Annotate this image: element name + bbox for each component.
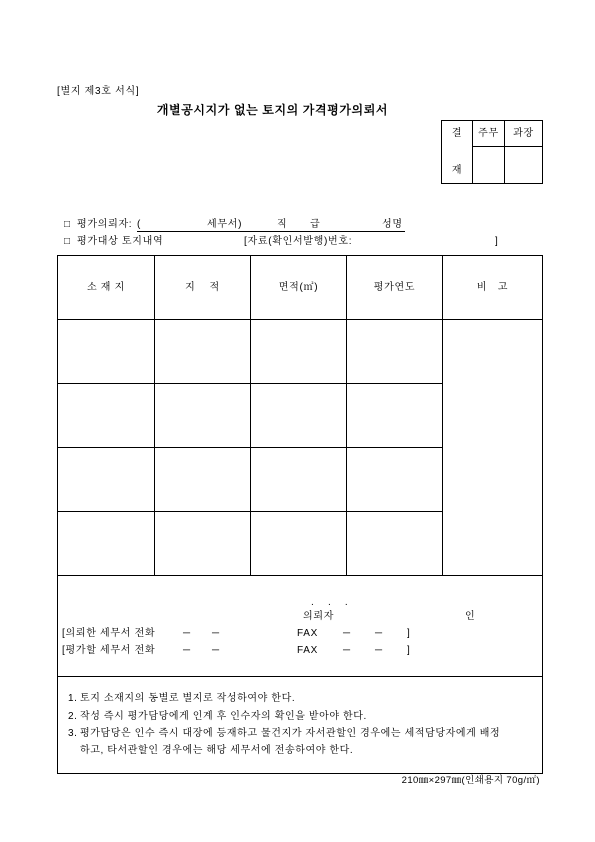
approval-label-cell: [442, 121, 473, 184]
table-header-row: [58, 256, 543, 320]
cell-area: [251, 512, 347, 576]
notes-area: [58, 677, 542, 773]
phone-separator: ─: [212, 645, 220, 656]
cell-location: [58, 512, 155, 576]
approval-header-row: [442, 121, 543, 147]
cell-cadastral: [155, 512, 251, 576]
document-title: 개별공시지가 없는 토지의 가격평가의뢰서: [156, 103, 389, 117]
note-number: 3.: [68, 728, 78, 739]
requester-office-suffix: 세무서): [207, 219, 243, 230]
fax-label: FAX: [297, 645, 318, 656]
target-land-label: 평가대상 토지내역: [77, 236, 164, 247]
note-number: 2.: [68, 711, 78, 722]
header-area: 면적(㎡): [251, 256, 347, 320]
requester-rank-label-2: 급: [310, 219, 321, 230]
note-item: [58, 692, 538, 706]
request-signature-cell: [58, 576, 543, 677]
note-item-continuation: [58, 744, 538, 758]
phone-separator: ─: [183, 645, 191, 656]
phone-separator: ─: [183, 628, 191, 639]
cell-valuation-year: [347, 512, 443, 576]
cell-location: [58, 448, 155, 512]
note-text: 작성 즉시 평가담당에게 인계 후 인수자의 확인을 받아야 한다.: [80, 711, 367, 722]
cell-area: [251, 320, 347, 384]
requester-signature-label: 의뢰자: [303, 611, 335, 622]
cell-area: [251, 384, 347, 448]
requester-office-open: (: [137, 219, 142, 230]
fax-separator: ─: [375, 628, 383, 639]
fax-separator: ─: [343, 628, 351, 639]
requester-checkbox-icon: □: [64, 219, 71, 230]
requester-rank-label-1: 직: [277, 219, 288, 230]
fax-separator: ─: [343, 645, 351, 656]
fax-separator: ─: [375, 645, 383, 656]
approval-sign-manager: [505, 147, 543, 184]
cell-remarks: [443, 320, 543, 576]
approval-label: [442, 121, 472, 183]
requesting-office-contact: [58, 627, 538, 641]
contact-label: [평가할 세무서 전화: [62, 645, 156, 656]
approval-header-staff: 주무: [473, 121, 505, 147]
notes-cell: [58, 677, 543, 774]
cell-valuation-year: [347, 384, 443, 448]
requester-name-label: 성명: [382, 219, 403, 230]
notes-row: [58, 677, 543, 774]
contact-close-bracket: ]: [407, 645, 411, 656]
evaluating-office-contact: [58, 644, 538, 658]
request-signature-area: [58, 576, 542, 676]
approval-header-manager: 과장: [505, 121, 543, 147]
note-text: 평가담당은 인수 즉시 대장에 등재하고 물건지가 자서관할인 경우에는 세적담당자에게 배정: [80, 728, 501, 739]
target-reference-label: [자료(확인서발행)번호:: [244, 236, 353, 247]
approval-sign-staff: [473, 147, 505, 184]
target-checkbox-icon: □: [64, 236, 71, 247]
cell-location: [58, 384, 155, 448]
cell-cadastral: [155, 448, 251, 512]
header-valuation-year: 평가연도: [347, 256, 443, 320]
header-location: 소 재 지: [58, 256, 155, 320]
table-row: [58, 320, 543, 384]
cell-cadastral: [155, 320, 251, 384]
note-item: [58, 727, 538, 741]
cell-location: [58, 320, 155, 384]
note-text: 토지 소재지의 동별로 별지로 작성하여야 한다.: [80, 693, 296, 704]
note-number: 1.: [68, 693, 78, 704]
paper-spec: 210㎜×297㎜(인쇄용지 70g/㎡): [401, 775, 540, 786]
target-reference-close: ]: [495, 236, 499, 247]
request-date: . . .: [311, 597, 354, 608]
requester-underline: [137, 231, 405, 232]
cell-cadastral: [155, 384, 251, 448]
approval-label-top: 결: [451, 128, 463, 139]
header-remarks: 비 고: [443, 256, 543, 320]
approval-box: [441, 120, 543, 184]
requester-label: 평가의뢰자:: [77, 219, 133, 230]
note-item: [58, 710, 538, 724]
request-signature-row: [58, 576, 543, 677]
approval-label-bottom: 재: [451, 165, 463, 176]
cell-valuation-year: [347, 320, 443, 384]
seal-mark: 인: [465, 611, 476, 622]
phone-separator: ─: [212, 628, 220, 639]
form-number-label: [별지 제3호 서식]: [57, 86, 140, 97]
contact-close-bracket: ]: [407, 628, 411, 639]
land-valuation-table: [57, 255, 543, 774]
header-cadastral: 지 적: [155, 256, 251, 320]
fax-label: FAX: [297, 628, 318, 639]
contact-label: [의뢰한 세무서 전화: [62, 628, 156, 639]
cell-valuation-year: [347, 448, 443, 512]
note-text-continuation: 하고, 타서관할인 경우에는 해당 세무서에 전송하여야 한다.: [80, 745, 354, 756]
cell-area: [251, 448, 347, 512]
